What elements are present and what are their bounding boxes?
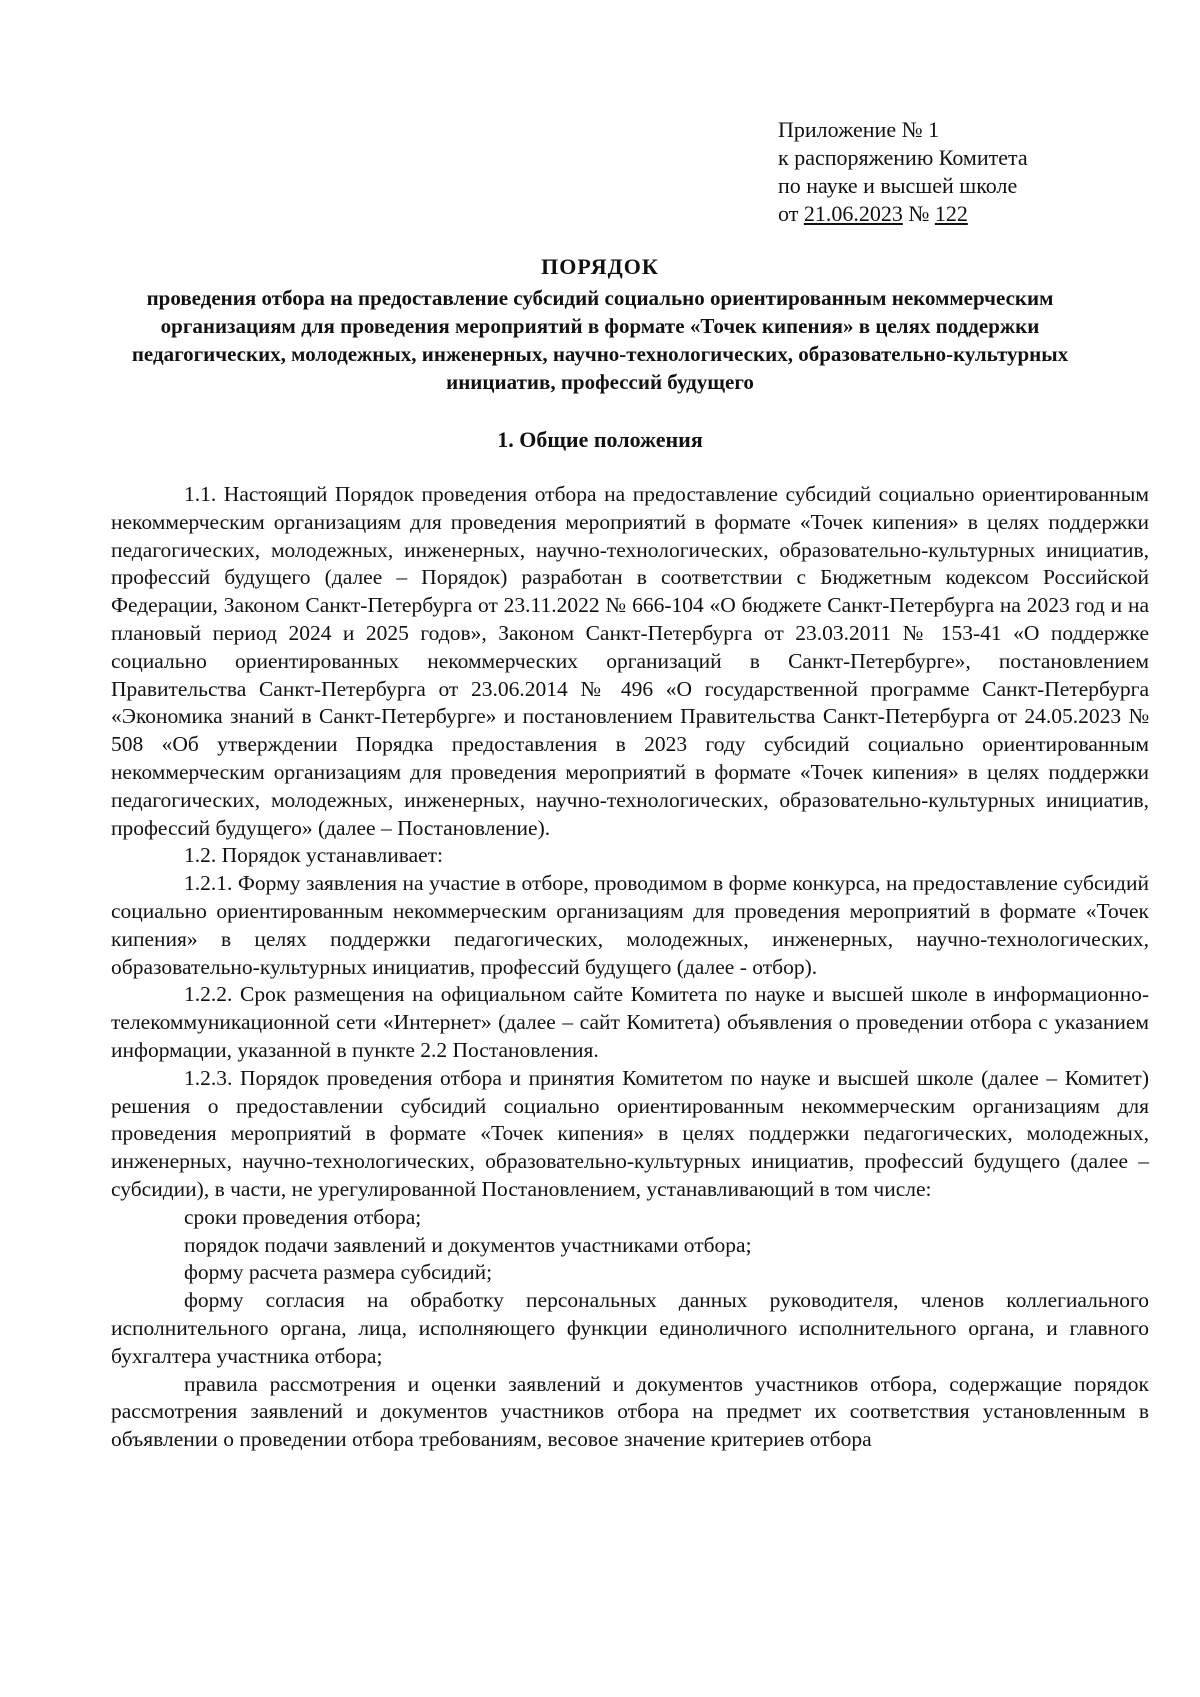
appendix-line-3: по науке и высшей школе [778, 173, 1018, 198]
title-main: ПОРЯДОК [541, 254, 659, 279]
appendix-date: 21.06.2023 [803, 201, 903, 226]
document-title [100, 253, 1100, 396]
paragraph: порядок подачи заявлений и документов участниками отбора; [184, 1232, 752, 1257]
paragraph: форму согласия на обработку персональных данных руководителя, членов коллегиального исполнительного органа, лица, исполняющего функции единоличного исполнительного органа, и главного бухгалтера участника отбора; [111, 1288, 1149, 1368]
paragraph: 1.2. Порядок устанавливает: [184, 843, 444, 868]
paragraph: сроки проведения отбора; [184, 1204, 422, 1229]
appendix-date-prefix: от [778, 201, 804, 226]
appendix-number: 122 [934, 201, 968, 226]
paragraph: 1.2.3. Порядок проведения отбора и принятия Комитетом по науке и высшей школе (далее – Комитет) решения о предоставлении субсидий социально ориентированным некоммерческим организациям для проведения мероприятий в формате «Точек кипения» в целях поддержки педагогических, молодежных, инженерных, научно-технологических, образовательно-культурных инициатив, профессий будущего (далее – субсидии), в части, не урегулированной Постановлением, устанавливающий в том числе: [111, 1065, 1149, 1201]
appendix-line-2: к распоряжению Комитета [778, 145, 1028, 170]
paragraph: 1.1. Настоящий Порядок проведения отбора на предоставление субсидий социально ориентированным некоммерческим организациям для проведения мероприятий в формате «Точек кипения» в целях поддержки педагогических, молодежных, инженерных, научно-технологических, образовательно-культурных инициатив, профессий будущего (далее – Порядок) разработан в соответствии с Бюджетным кодексом Российской Федерации, Законом Санкт-Петербурга от 23.11.2022 № 666-104 «О бюджете Санкт-Петербурга на 2023 год и на плановый период 2024 и 2025 годов», Законом Санкт-Петербурга от 23.03.2011 № 153-41 «О поддержке социально ориентированных некоммерческих организаций в Санкт-Петербурге», постановлением Правительства Санкт-Петербурга от 23.06.2014 № 496 «О государственной программе Санкт-Петербурга «Экономика знаний в Санкт-Петербурге» и постановлением Правительства Санкт-Петербурга от 24.05.2023 № 508 «Об утверждении Порядка предоставления в 2023 году субсидий социально ориентированным некоммерческим организациям для проведения мероприятий в формате «Точек кипения» в целях поддержки педагогических, молодежных, инженерных, научно-технологических, образовательно-культурных инициатив, профессий будущего» (далее – Постановление). [111, 482, 1149, 840]
paragraph: форму расчета размера субсидий; [184, 1260, 493, 1285]
appendix-line-1: Приложение № 1 [778, 117, 940, 142]
paragraph: 1.2.2. Срок размещения на официальном сайте Комитета по науке и высшей школе в информационно-телекоммуникационной сети «Интернет» (далее – сайт Комитета) объявления о проведении отбора с указанием информации, указанной в пункте 2.2 Постановления. [111, 982, 1149, 1062]
title-subtitle: проведения отбора на предоставление субсидий социально ориентированным некоммерческим организациям для проведения мероприятий в формате «Точек кипения» в целях поддержки педагогических, молодежных, инженерных, научно-технологических, образовательно-культурных инициатив, профессий будущего [131, 286, 1069, 394]
section-heading: 1. Общие положения [497, 427, 703, 452]
paragraph: правила рассмотрения и оценки заявлений и документов участников отбора, содержащие порядок рассмотрения заявлений и документов участников отбора на предмет их соответствия установленным в объявлении о проведении отбора требованиям, весовое значение критериев отбора [111, 1371, 1149, 1452]
section-body [111, 481, 1149, 1454]
appendix-block [778, 116, 1138, 228]
paragraph: 1.2.1. Форму заявления на участие в отборе, проводимом в форме конкурса, на предоставление субсидий социально ориентированным некоммерческим организациям для проведения мероприятий в формате «Точек кипения» в целях поддержки педагогических, молодежных, инженерных, научно-технологических, образовательно-культурных инициатив, профессий будущего (далее - отбор). [111, 871, 1149, 979]
appendix-number-prefix: № [902, 201, 935, 226]
appendix-date-line [778, 200, 1138, 228]
